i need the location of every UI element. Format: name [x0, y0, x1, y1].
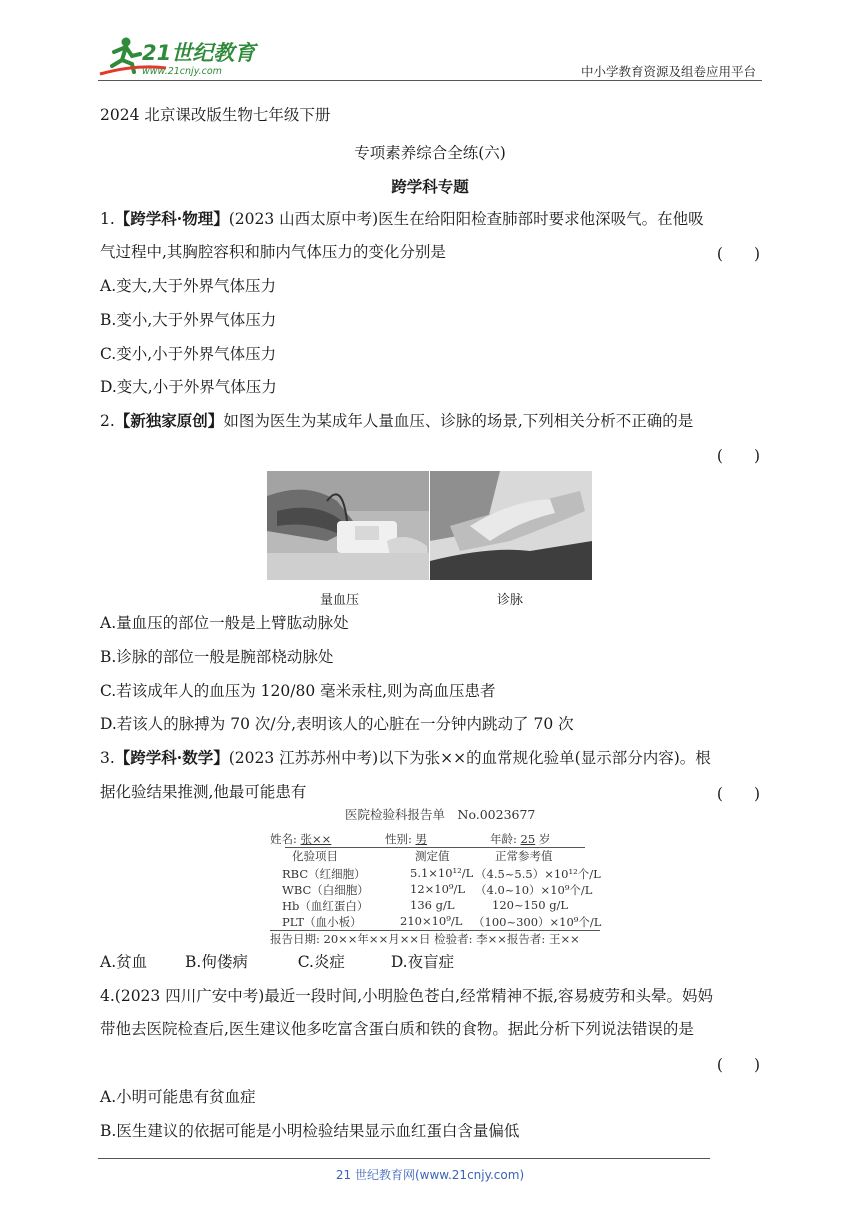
report-col-ref: 正常参考值	[495, 849, 553, 863]
q1-option-a: A.变大,大于外界气体压力	[100, 277, 277, 295]
blood-test-report	[270, 803, 600, 945]
q3-tag: 【跨学科·数学】	[114, 748, 229, 767]
pulse-photo	[430, 471, 592, 580]
report-row-value: 210×10⁹/L	[400, 914, 463, 928]
report-row-item: WBC（白细胞）	[282, 883, 369, 897]
report-row-item: PLT（血小板）	[282, 915, 362, 929]
footer-divider	[98, 1158, 710, 1159]
q3-answer-blank: ( )	[716, 785, 760, 803]
q1-answer-blank: ( )	[716, 245, 760, 263]
q3-options	[100, 952, 454, 972]
q4-option-b: B.医生建议的依据可能是小明检验结果显示血红蛋白含量偏低	[100, 1122, 520, 1140]
report-name: 姓名: 张××	[270, 832, 332, 846]
q3-option-b: B.佝偻病	[185, 953, 248, 971]
q1-stem-line1: 1.【跨学科·物理】(2023 山西太原中考)医生在给阳阳检查肺部时要求他深吸气。在他吸	[100, 209, 704, 228]
q1-option-d: D.变大,小于外界气体压力	[100, 378, 277, 396]
report-age: 年龄: 25 岁	[490, 832, 551, 846]
q1-option-b: B.变小,大于外界气体压力	[100, 311, 277, 329]
header-platform-text: 中小学教育资源及组卷应用平台	[580, 64, 756, 79]
q1-option-c: C.变小,小于外界气体压力	[100, 345, 277, 363]
report-row-ref: （4.5~5.5）×10¹²个/L	[475, 867, 601, 881]
svg-text:www.21cnjy.com: www.21cnjy.com	[142, 66, 222, 77]
footer-link[interactable]: 21 世纪教育网(www.21cnjy.com)	[335, 1168, 525, 1182]
q3-option-c: C.炎症	[297, 953, 345, 971]
q1-stem-line2: 气过程中,其胸腔容积和肺内气体压力的变化分别是	[100, 243, 446, 261]
q4-answer-blank: ( )	[716, 1056, 760, 1074]
q4-option-a: A.小明可能患有贫血症	[100, 1088, 256, 1106]
svg-text:21世纪教育: 21世纪教育	[142, 41, 256, 65]
q2-option-d: D.若该人的脉搏为 70 次/分,表明该人的心脏在一分钟内跳动了 70 次	[100, 715, 574, 733]
q3-option-d: D.夜盲症	[390, 953, 455, 971]
page-title: 专项素养综合全练(六)	[354, 144, 506, 162]
report-footer: 报告日期: 20××年××月××日 检验者: 李××报告者: 王××	[270, 932, 580, 946]
header-divider	[98, 80, 762, 81]
q4-stem-line2: 带他去医院检查后,医生建议他多吃富含蛋白质和铁的食物。据此分析下列说法错误的是	[100, 1020, 694, 1038]
report-row-item: RBC（红细胞）	[282, 867, 366, 881]
report-sex: 性别: 男	[385, 832, 428, 846]
report-col-value: 测定值	[415, 849, 450, 863]
report-row-value: 136 g/L	[410, 898, 455, 912]
q2-answer-blank: ( )	[716, 447, 760, 465]
q3-option-a: A.贫血	[100, 953, 148, 971]
report-row-ref: 120~150 g/L	[492, 898, 569, 912]
report-row-ref: （100~300）×10⁹个/L	[473, 915, 602, 929]
report-row-ref: （4.0~10）×10⁹个/L	[475, 883, 593, 897]
report-row-value: 5.1×10¹²/L	[410, 866, 474, 880]
report-row-value: 12×10⁹/L	[410, 882, 466, 896]
site-logo	[96, 34, 266, 78]
q4-stem-line1: 4.(2023 四川广安中考)最近一段时间,小明脸色苍白,经常精神不振,容易疲劳和头晕。妈妈	[100, 987, 714, 1005]
q2-option-a: A.量血压的部位一般是上臂肱动脉处	[100, 614, 349, 632]
runner-logo-icon	[96, 34, 266, 78]
q2-option-c: C.若该成年人的血压为 120/80 毫米汞柱,则为高血压患者	[100, 682, 496, 700]
q3-stem-line2: 据化验结果推测,他最可能患有	[100, 783, 307, 801]
section-title: 跨学科专题	[391, 177, 469, 196]
q2-stem: 2.【新独家原创】如图为医生为某成年人量血压、诊脉的场景,下列相关分析不正确的是	[100, 411, 694, 430]
book-title: 2024 北京课改版生物七年级下册	[100, 106, 331, 124]
q2-tag: 【新独家原创】	[114, 411, 224, 430]
q2-option-b: B.诊脉的部位一般是腕部桡动脉处	[100, 648, 334, 666]
q1-tag: 【跨学科·物理】	[114, 209, 229, 228]
report-title: 医院检验科报告单 No.0023677	[345, 807, 536, 822]
report-row-item: Hb（血红蛋白）	[282, 899, 369, 913]
report-col-item: 化验项目	[292, 849, 338, 863]
q3-stem-line1: 3.【跨学科·数学】(2023 江苏苏州中考)以下为张××的血常规化验单(显示部分内容)。根	[100, 748, 711, 767]
caption-pulse: 诊脉	[497, 593, 524, 608]
caption-blood-pressure: 量血压	[320, 593, 360, 608]
blood-pressure-photo	[267, 471, 429, 580]
